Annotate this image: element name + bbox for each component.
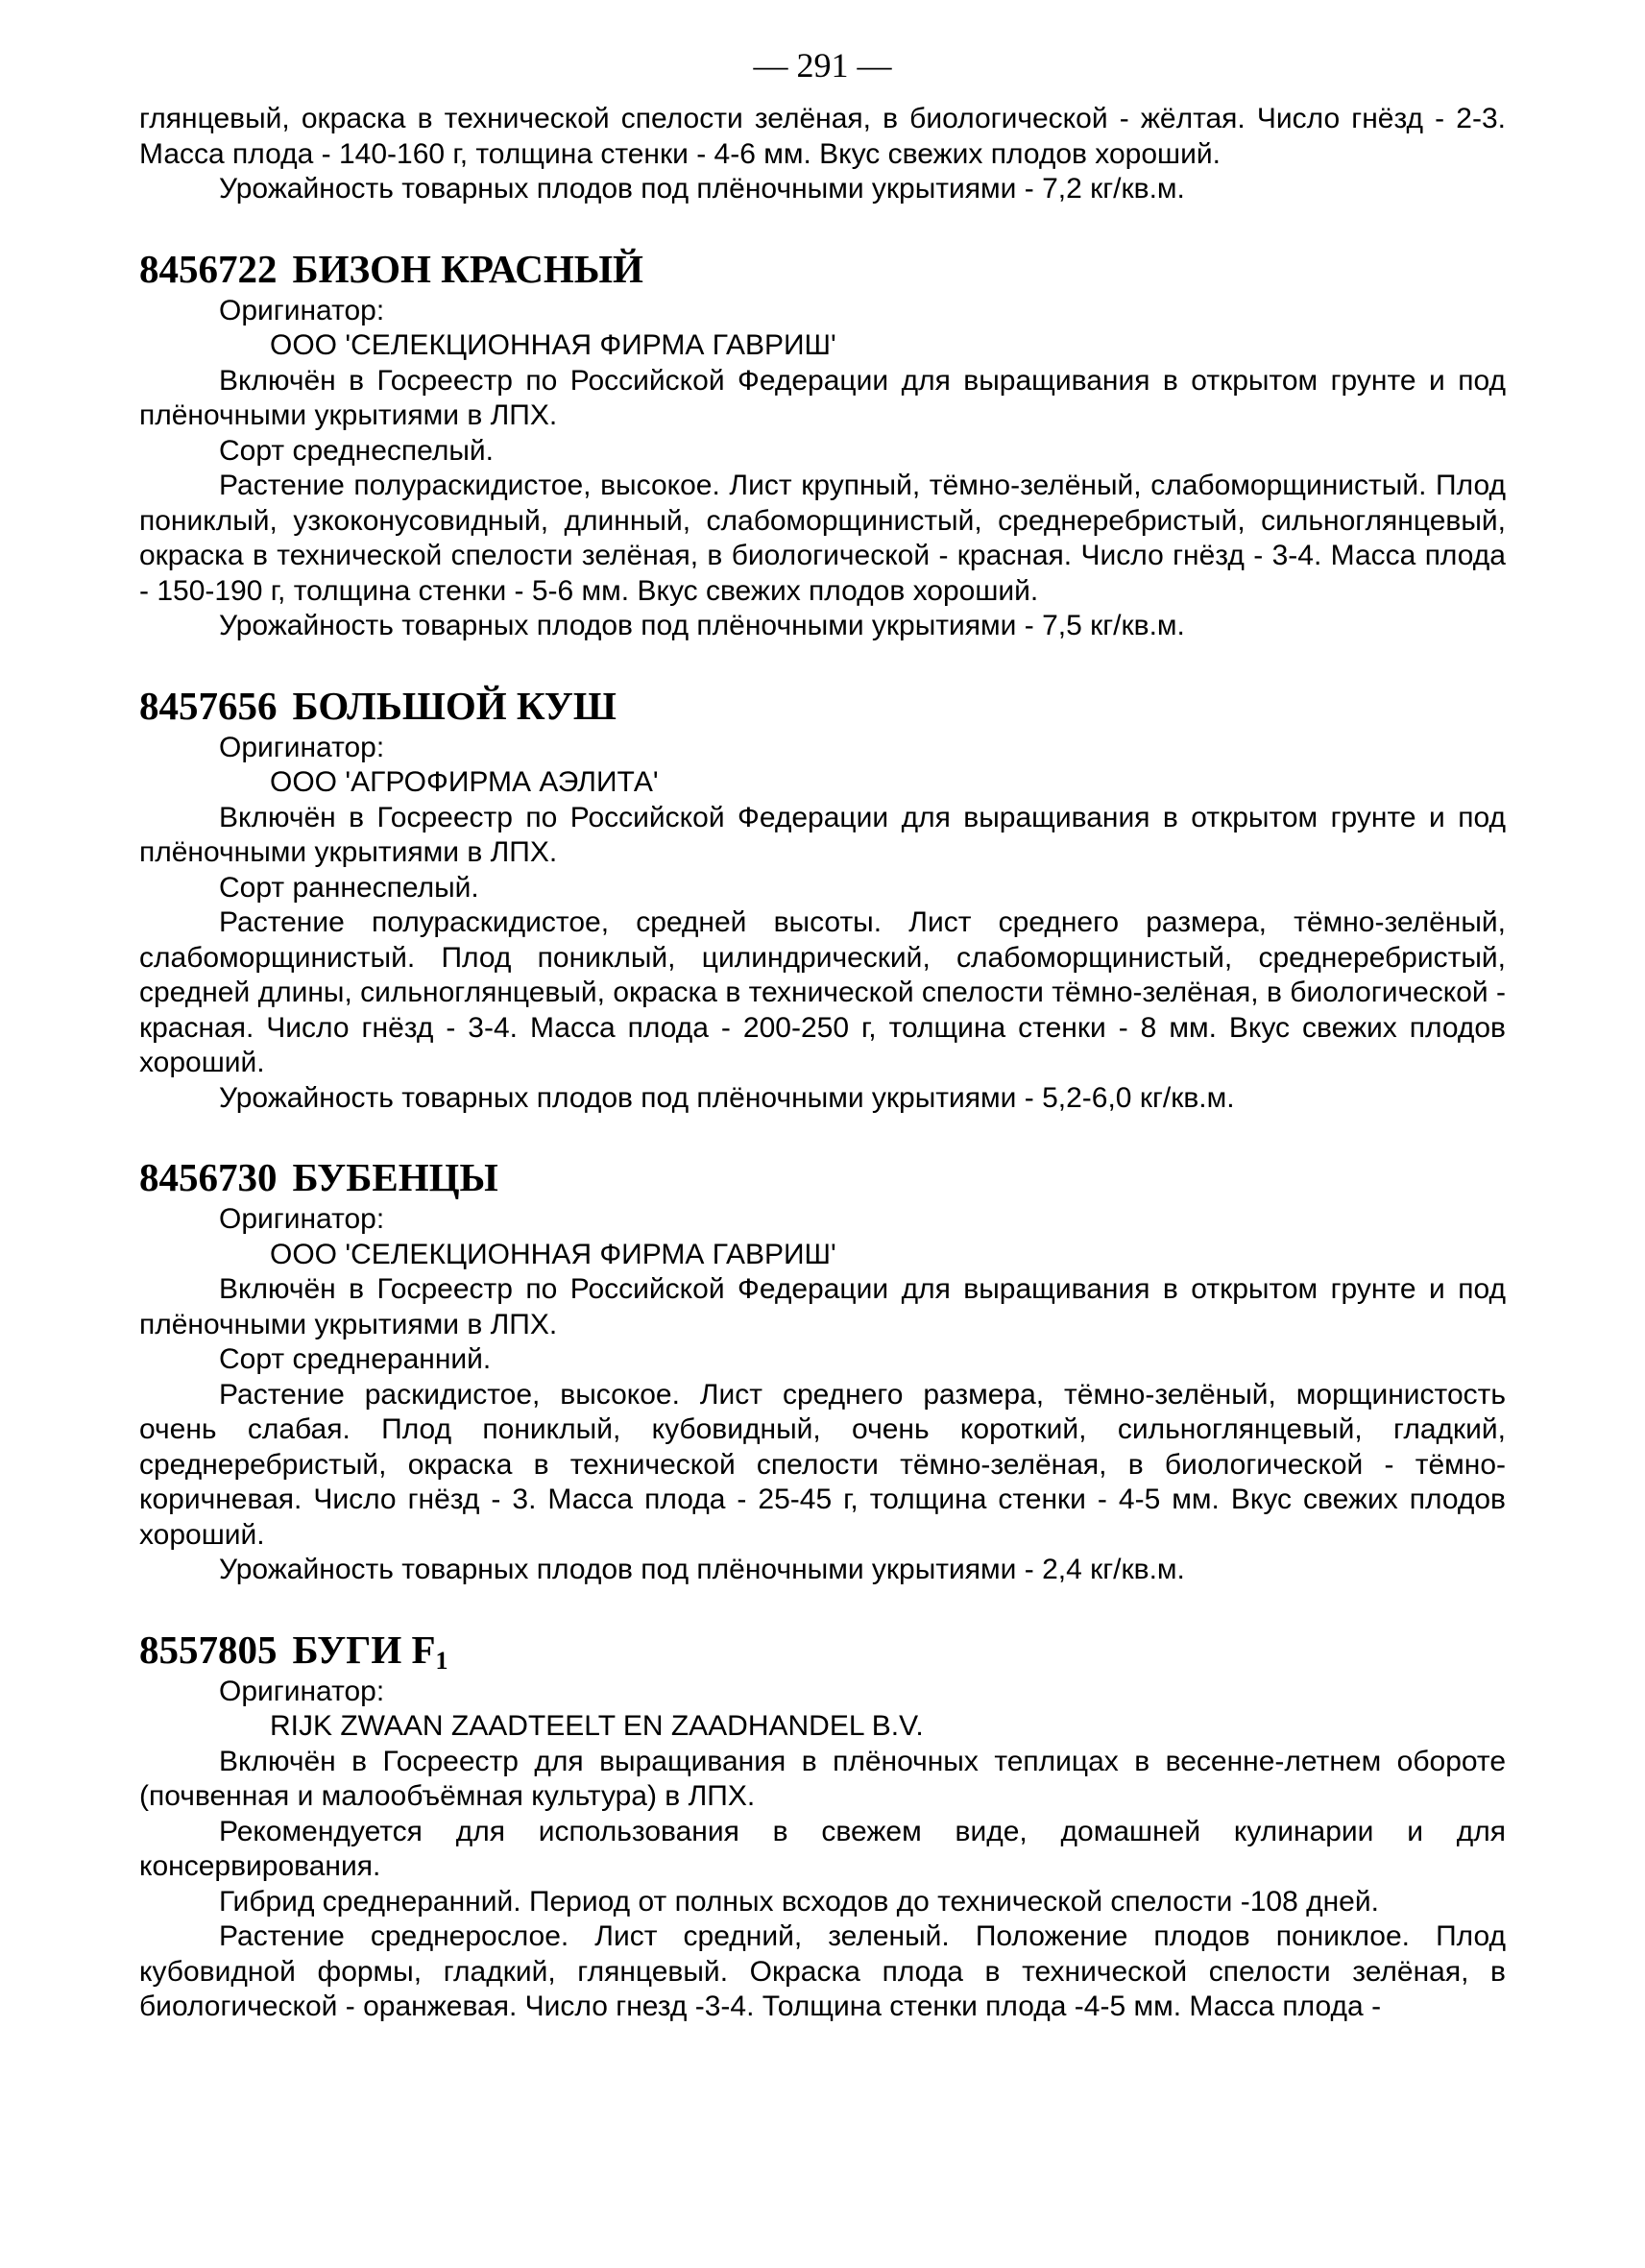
page-number: — 291 — xyxy=(753,46,892,84)
entry-number: 8456722 xyxy=(139,246,278,291)
originator-label: Оригинатор: xyxy=(219,1203,385,1235)
originator-label: Оригинатор: xyxy=(219,1675,385,1707)
variety-entry-bolshoy-kush xyxy=(139,683,1506,1117)
originator-name: ООО 'АГРОФИРМА АЭЛИТА' xyxy=(270,766,659,798)
page-content xyxy=(139,102,1506,2025)
entry-name: БОЛЬШОЙ КУШ xyxy=(292,683,617,728)
originator-name: ООО 'СЕЛЕКЦИОННАЯ ФИРМА ГАВРИШ' xyxy=(270,329,836,361)
variety-entry-bubentsy xyxy=(139,1154,1506,1588)
description-paragraph: Растение полураскидистое, средней высоты. Лист среднего размера, тёмно-зелёный, слабоморщинистый. Плод пониклый, цилиндрический, слабоморщинистый, среднеребристый, средней длины, сильноглянцевый, окраска в технической спелости тёмно-зелёная, в биологической - красная. Число гнёзд - 3-4. Масса плода - 200-250 г, толщина стенки - 8 мм. Вкус свежих плодов хороший. xyxy=(139,906,1506,1078)
registry-paragraph: Включён в Госреестр по Российской Федерации для выращивания в открытом грунте и под плёночными укрытиями в ЛПХ. xyxy=(139,801,1506,868)
entry-title xyxy=(139,683,1506,729)
originator-name: ООО 'СЕЛЕКЦИОННАЯ ФИРМА ГАВРИШ' xyxy=(270,1238,836,1270)
description-paragraph: Растение раскидистое, высокое. Лист среднего размера, тёмно-зелёный, морщинистость очень слабая. Плод пониклый, кубовидный, очень короткий, сильноглянцевый, гладкий, среднеребристый, окраска в технической спелости тёмно-зелёная, в биологической - тёмно-коричневая. Число гнёзд - 3. Масса плода - 25-45 г, толщина стенки - 4-5 мм. Вкус свежих плодов хороший. xyxy=(139,1378,1506,1551)
variety-type: Сорт среднеранний. xyxy=(219,1343,492,1375)
description-paragraph: Растение полураскидистое, высокое. Лист крупный, тёмно-зелёный, слабоморщинистый. Плод пониклый, узкоконусовидный, длинный, слабоморщинистый, среднеребристый, сильноглянцевый, окраска в технической спелости зелёная, в биологической - красная. Число гнёзд - 3-4. Масса плода - 150-190 г, толщина стенки - 5-6 мм. Вкус свежих плодов хороший. xyxy=(139,470,1506,607)
intro-yield: Урожайность товарных плодов под плёночными укрытиями - 7,2 кг/кв.м. xyxy=(219,173,1185,205)
entry-name-subscript: 1 xyxy=(435,1646,448,1675)
originator-name: RIJK ZWAAN ZAADTEELT EN ZAADHANDEL B.V. xyxy=(270,1710,924,1742)
entry-title xyxy=(139,1627,1506,1673)
entry-number: 8557805 xyxy=(139,1627,278,1672)
entry-title xyxy=(139,246,1506,292)
entry-number: 8457656 xyxy=(139,683,278,728)
registry-paragraph: Включён в Госреестр по Российской Федерации для выращивания в открытом грунте и под плёночными укрытиями в ЛПХ. xyxy=(139,1273,1506,1340)
entry-name: БУГИ F xyxy=(292,1627,436,1672)
variety-type: Сорт среднеспелый. xyxy=(219,434,495,467)
description-paragraph: Растение среднерослое. Лист средний, зеленый. Положение плодов пониклое. Плод кубовидной формы, гладкий, глянцевый. Окраска плода в технической спелости зелёная, в биологической - оранжевая. Число гнезд -3-4. Толщина стенки плода -4-5 мм. Масса плода - xyxy=(139,1920,1506,2022)
entry-name: БУБЕНЦЫ xyxy=(292,1155,498,1199)
yield-paragraph: Урожайность товарных плодов под плёночными укрытиями - 7,5 кг/кв.м. xyxy=(219,610,1185,641)
registry-paragraph: Включён в Госреестр по Российской Федерации для выращивания в открытом грунте и под плёночными укрытиями в ЛПХ. xyxy=(139,364,1506,431)
yield-paragraph: Урожайность товарных плодов под плёночными укрытиями - 2,4 кг/кв.м. xyxy=(219,1554,1185,1585)
yield-paragraph: Урожайность товарных плодов под плёночными укрытиями - 5,2-6,0 кг/кв.м. xyxy=(219,1081,1235,1114)
variety-entry-bizon-krasny xyxy=(139,246,1506,644)
variety-entry-bugi-f1 xyxy=(139,1627,1506,2025)
originator-label: Оригинатор: xyxy=(219,731,385,763)
usage-paragraph: Рекомендуется для использования в свежем виде, домашней кулинарии и для консервирования. xyxy=(139,1815,1506,1882)
registry-paragraph: Включён в Госреестр для выращивания в плёночных теплицах в весенне-летнем обороте (почвенная и малообъёмная культура) в ЛПХ. xyxy=(139,1745,1506,1812)
originator-label: Оригинатор: xyxy=(219,294,385,326)
intro-paragraph: глянцевый, окраска в технической спелости зелёная, в биологической - жёлтая. Число гнёзд - 2-3. Масса плода - 140-160 г, толщина стенки - 4-6 мм. Вкус свежих плодов хороший. xyxy=(139,103,1506,170)
entry-number: 8456730 xyxy=(139,1155,278,1199)
variety-type: Гибрид среднеранний. Период от полных всходов до технической спелости -108 дней. xyxy=(219,1885,1379,1918)
entry-title xyxy=(139,1154,1506,1200)
entry-name: БИЗОН КРАСНЫЙ xyxy=(292,246,643,291)
variety-type: Сорт раннеспелый. xyxy=(219,871,479,904)
